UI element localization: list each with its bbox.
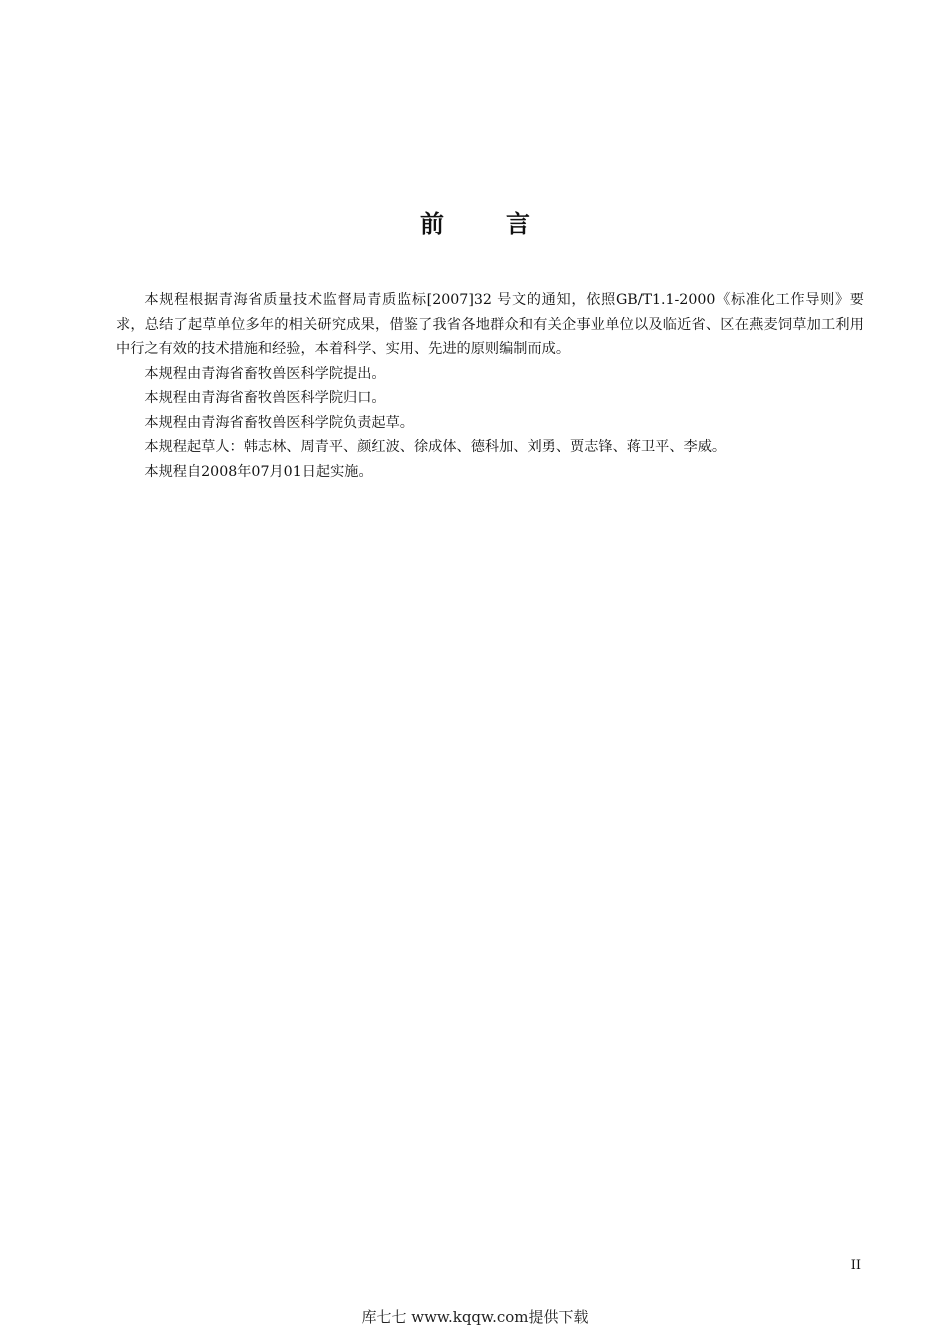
paragraph-effective-date: 本规程自2008年07月01日起实施。 <box>144 463 373 480</box>
title-char-2: 言 <box>506 210 530 238</box>
paragraph-centralized: 本规程由青海省畜牧兽医科学院归口。 <box>144 390 386 406</box>
paragraph-proposer: 本规程由青海省畜牧兽医科学院提出。 <box>144 365 386 382</box>
page-number: II <box>850 1258 861 1273</box>
foreword-body <box>116 288 864 484</box>
download-footer: 库七七 www.kqqw.com提供下载 <box>361 1308 589 1326</box>
paragraph-basis: 本规程根据青海省质量技术监督局青质监标[2007]32 号文的通知，依照GB/T1.1-2000《标准化工作导则》要求，总结了起草单位多年的相关研究成果，借鉴了我省各地群众和有关企事业单位以及临近省、区在燕麦饲草加工利用中行之有效的技术措施和经验，本着科学、实用、先进的原则编制而成。 <box>116 292 864 357</box>
paragraph-drafters: 本规程起草人：韩志林、周青平、颜红波、徐成体、德科加、刘勇、贾志锋、蒋卫平、李威。 <box>144 439 727 455</box>
paragraph-drafting-unit: 本规程由青海省畜牧兽医科学院负责起草。 <box>144 414 414 431</box>
page-title <box>0 204 950 239</box>
title-char-1: 前 <box>420 210 444 238</box>
